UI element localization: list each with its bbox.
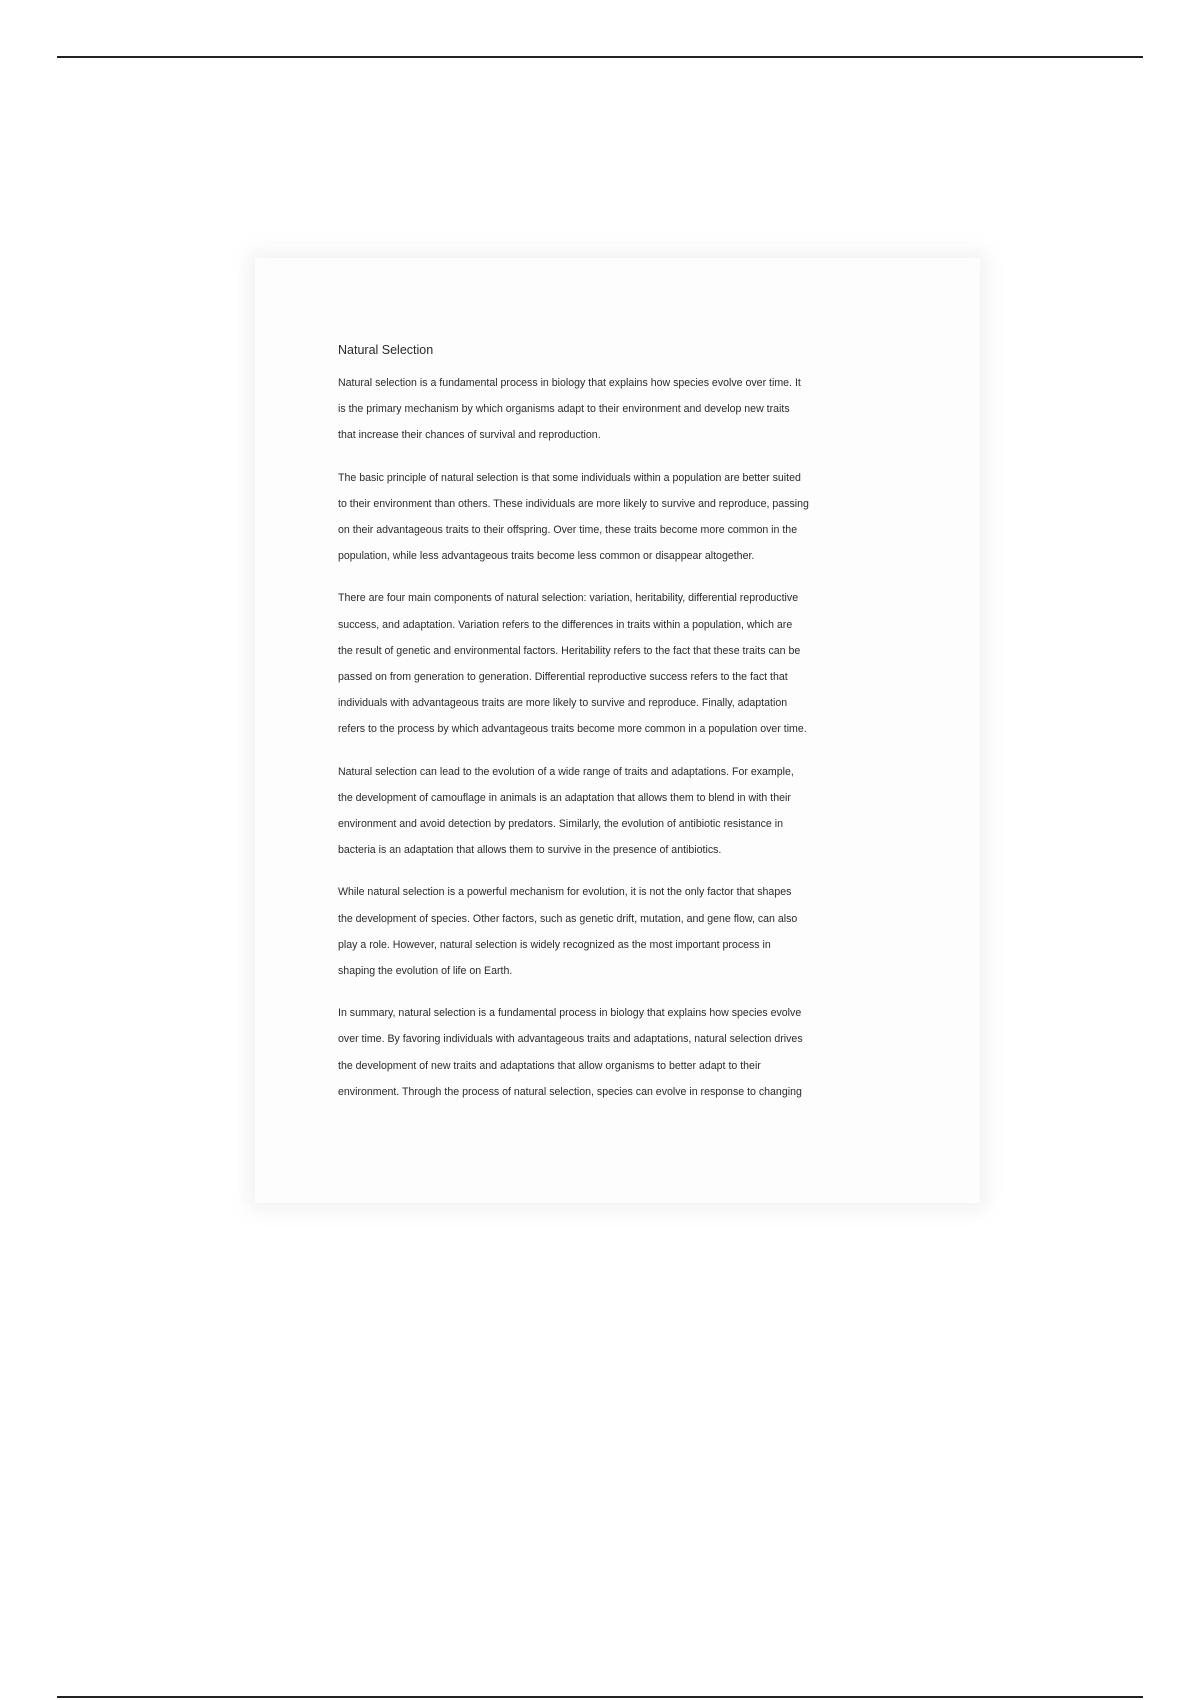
paragraph-line: individuals with advantageous traits are more likely to survive and reproduce. Finally, adaptation (338, 697, 788, 710)
paragraph-line: refers to the process by which advantageous traits become more common in a population over time. (338, 723, 807, 736)
paragraph-line: There are four main components of natural selection: variation, heritability, differential reproductive (338, 592, 799, 605)
paragraph-line: environment and avoid detection by predators. Similarly, the evolution of antibiotic resistance in (338, 818, 783, 831)
paragraph-line: the development of camouflage in animals is an adaptation that allows them to blend in with their (338, 791, 791, 804)
paragraph-line: shaping the evolution of life on Earth. (338, 965, 513, 978)
paragraph-line: bacteria is an adaptation that allows them to survive in the presence of antibiotics. (338, 844, 722, 857)
paragraph-line: the development of new traits and adaptations that allow organisms to better adapt to their (338, 1059, 761, 1072)
paragraph-3 (338, 585, 903, 742)
paragraph-2 (338, 465, 903, 570)
paragraph-line: success, and adaptation. Variation refers to the differences in traits within a population, which are (338, 618, 793, 631)
paragraph-line: Natural selection can lead to the evolution of a wide range of traits and adaptations. For example, (338, 765, 794, 778)
paragraph-line: The basic principle of natural selection is that some individuals within a population are better suited (338, 471, 801, 484)
paragraph-line: on their advantageous traits to their offspring. Over time, these traits become more common in the (338, 524, 798, 537)
paragraph-line: passed on from generation to generation. Differential reproductive success refers to the fact that (338, 671, 788, 684)
paragraph-1 (338, 370, 903, 449)
paragraph-line: to their environment than others. These individuals are more likely to survive and reproduce, passing (338, 497, 809, 510)
paragraph-line: that increase their chances of survival and reproduction. (338, 429, 601, 442)
top-rule (57, 56, 1143, 58)
paragraph-line: population, while less advantageous traits become less common or disappear altogether. (338, 550, 755, 563)
document-content (338, 338, 903, 1121)
paragraph-5 (338, 879, 903, 984)
paragraph-4 (338, 759, 903, 864)
paragraph-line: over time. By favoring individuals with advantageous traits and adaptations, natural selection drives (338, 1033, 803, 1046)
bottom-rule (57, 1696, 1143, 1698)
paragraph-line: play a role. However, natural selection is widely recognized as the most important process in (338, 938, 771, 951)
paragraph-line: is the primary mechanism by which organisms adapt to their environment and develop new traits (338, 403, 790, 416)
paragraph-line: environment. Through the process of natural selection, species can evolve in response to changing (338, 1085, 802, 1098)
paragraph-line: the result of genetic and environmental factors. Heritability refers to the fact that these traits can be (338, 644, 801, 657)
paragraph-line: the development of species. Other factors, such as genetic drift, mutation, and gene flow, can also (338, 912, 798, 925)
paragraph-6 (338, 1000, 903, 1105)
paragraph-line: In summary, natural selection is a fundamental process in biology that explains how species evolve (338, 1007, 802, 1020)
paragraph-line: While natural selection is a powerful mechanism for evolution, it is not the only factor that shapes (338, 886, 792, 899)
paragraph-line: Natural selection is a fundamental process in biology that explains how species evolve over time. It (338, 377, 801, 389)
document-title: Natural Selection (338, 343, 434, 357)
